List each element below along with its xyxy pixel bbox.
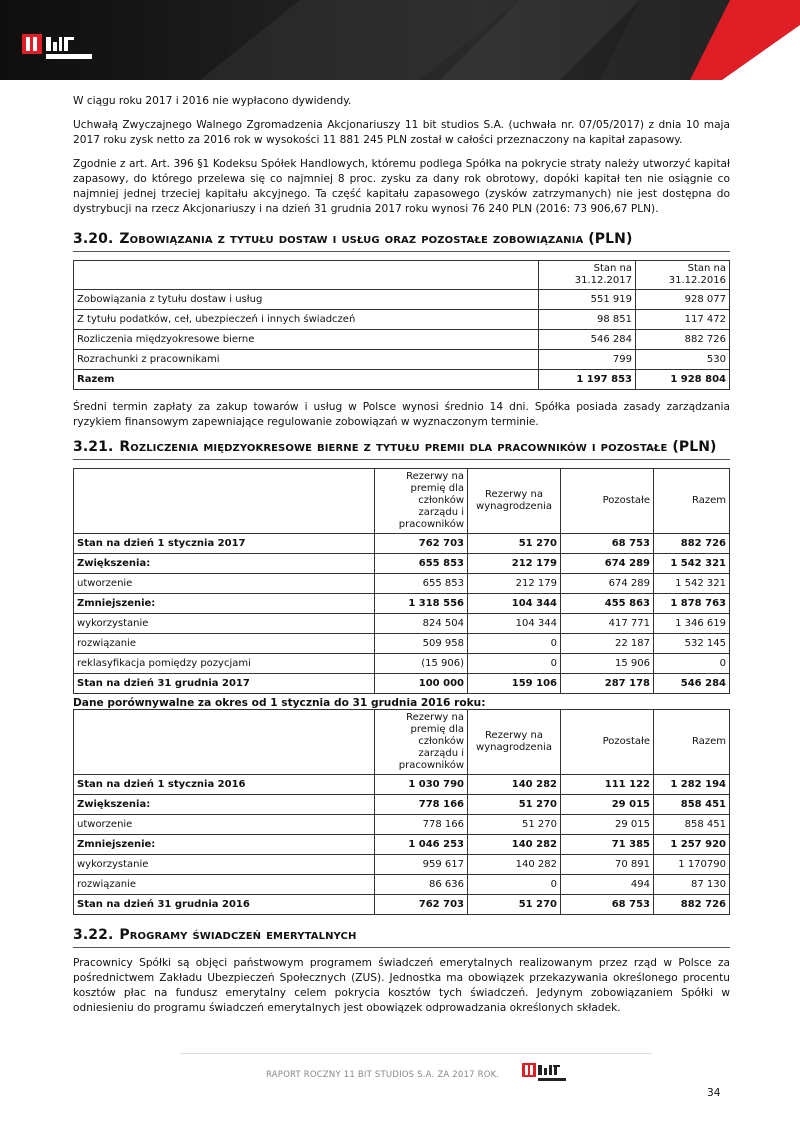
- header-cell: Rezerwy na premię dla członków zarządu i pracowników: [375, 469, 468, 534]
- page-number: 34: [707, 1087, 721, 1099]
- value-cell: 100 000: [375, 674, 468, 694]
- header-cell: Rezerwy na premię dla członków zarządu i pracowników: [375, 710, 468, 775]
- value-cell: 1 046 253: [375, 835, 468, 855]
- value-2017: 799: [539, 350, 636, 370]
- value-cell: 1 257 920: [654, 835, 730, 855]
- value-2016: 882 726: [636, 330, 730, 350]
- accruals-2016-table: [73, 709, 730, 915]
- accruals-2017-table: [73, 468, 730, 694]
- footer-report-title: RAPORT ROCZNY 11 BIT STUDIOS S.A. ZA 2017 ROK.: [266, 1070, 500, 1080]
- dividend-paragraph: W ciągu roku 2017 i 2016 nie wypłacono dywidendy.: [73, 95, 352, 107]
- header-empty-cell: [74, 261, 539, 290]
- logo-mark-icon: [22, 34, 102, 64]
- value-cell: 0: [654, 654, 730, 674]
- header-cell: Stan na 31.12.2016: [636, 261, 730, 290]
- value-cell: 70 891: [561, 855, 654, 875]
- row-label: Zobowiązania z tytułu dostaw i usług: [74, 290, 539, 310]
- value-2017: 546 284: [539, 330, 636, 350]
- header-empty-cell: [74, 710, 375, 775]
- section-title: Zobowiązania z tytułu dostaw i usług oraz pozostałe zobowiązania (PLN): [119, 231, 633, 247]
- table-row: [74, 350, 730, 370]
- value-cell: 68 753: [561, 534, 654, 554]
- table-row: [74, 554, 730, 574]
- value-cell: 1 030 790: [375, 775, 468, 795]
- header-empty-cell: [74, 469, 375, 534]
- header-cell: Razem: [654, 710, 730, 775]
- value-cell: (15 906): [375, 654, 468, 674]
- table-row: [74, 330, 730, 350]
- value-2017: 98 851: [539, 310, 636, 330]
- row-label: Stan na dzień 1 stycznia 2016: [74, 775, 375, 795]
- value-cell: 15 906: [561, 654, 654, 674]
- header-cell: Stan na 31.12.2017: [539, 261, 636, 290]
- value-cell: 51 270: [468, 795, 561, 815]
- value-cell: 104 344: [468, 614, 561, 634]
- footer-logo: [522, 1063, 570, 1089]
- table-row: [74, 634, 730, 654]
- value-cell: 140 282: [468, 835, 561, 855]
- value-cell: 86 636: [375, 875, 468, 895]
- value-2017: 1 197 853: [539, 370, 636, 390]
- reserve-capital-paragraph: Zgodnie z art. Art. 396 §1 Kodeksu Spółek Handlowych, któremu podlega Spółka na pokrycie straty należy utworzyć kapitał zapasowy, do którego przelewa się co najmniej 8 proc. zysku za dany rok obrotowy, dopóki kapitał ten nie osiągnie co najmniej jednej trzeciej kapitału akcyjnego. Ta część kapitału zapasowego (zysków zatrzymanych) nie jest dostępna do dystrybucji na rzecz Akcjonariuszy i na dzień 31 grudnia 2017 roku wynosi 76 240 PLN (2016: 73 906,67 PLN).: [73, 158, 730, 215]
- value-2016: 530: [636, 350, 730, 370]
- liabilities-table-body: [74, 290, 730, 390]
- value-cell: 858 451: [654, 815, 730, 835]
- section-number: 3.20.: [73, 231, 114, 247]
- value-cell: 22 187: [561, 634, 654, 654]
- value-cell: 655 853: [375, 554, 468, 574]
- section-3-22-heading: [73, 927, 730, 948]
- value-cell: 546 284: [654, 674, 730, 694]
- value-cell: 1 282 194: [654, 775, 730, 795]
- value-2016: 1 928 804: [636, 370, 730, 390]
- value-cell: 1 542 321: [654, 574, 730, 594]
- value-cell: 417 771: [561, 614, 654, 634]
- section-3-21-heading: [73, 439, 730, 460]
- value-cell: 509 958: [375, 634, 468, 654]
- section-number: 3.21.: [73, 439, 114, 455]
- value-cell: 882 726: [654, 895, 730, 915]
- value-cell: 674 289: [561, 554, 654, 574]
- row-label: wykorzystanie: [74, 614, 375, 634]
- accruals-2017-table-body: [74, 534, 730, 694]
- section-title: Rozliczenia międzyokresowe bierne z tytułu premii dla pracowników i pozostałe (PLN): [119, 439, 717, 455]
- table-row: [74, 875, 730, 895]
- row-label: Zmniejszenie:: [74, 594, 375, 614]
- row-label: Zmniejszenie:: [74, 835, 375, 855]
- value-cell: 51 270: [468, 895, 561, 915]
- value-cell: 212 179: [468, 554, 561, 574]
- table-header-row: [74, 469, 730, 534]
- value-cell: 858 451: [654, 795, 730, 815]
- table-header-row: [74, 261, 730, 290]
- header-cell: Pozostałe: [561, 710, 654, 775]
- table-row: [74, 895, 730, 915]
- value-cell: 674 289: [561, 574, 654, 594]
- row-label: Stan na dzień 31 grudnia 2016: [74, 895, 375, 915]
- table-row: [74, 310, 730, 330]
- comparative-data-subtitle: Dane porównywalne za okres od 1 stycznia do 31 grudnia 2016 roku:: [73, 697, 486, 709]
- section-number: 3.22.: [73, 927, 114, 943]
- value-cell: 655 853: [375, 574, 468, 594]
- row-label: Zwiększenia:: [74, 554, 375, 574]
- value-cell: 111 122: [561, 775, 654, 795]
- value-cell: 959 617: [375, 855, 468, 875]
- table-row: [74, 795, 730, 815]
- row-label: utworzenie: [74, 815, 375, 835]
- value-cell: 494: [561, 875, 654, 895]
- value-cell: 212 179: [468, 574, 561, 594]
- liabilities-table: [73, 260, 730, 390]
- row-label: Stan na dzień 31 grudnia 2017: [74, 674, 375, 694]
- value-cell: 882 726: [654, 534, 730, 554]
- row-label: Z tytułu podatków, ceł, ubezpieczeń i innych świadczeń: [74, 310, 539, 330]
- page-content: [73, 94, 730, 1025]
- row-label: rozwiązanie: [74, 634, 375, 654]
- value-cell: 51 270: [468, 534, 561, 554]
- row-label: Zwiększenia:: [74, 795, 375, 815]
- value-cell: 455 863: [561, 594, 654, 614]
- row-label: utworzenie: [74, 574, 375, 594]
- table-row: [74, 835, 730, 855]
- value-cell: 1 170790: [654, 855, 730, 875]
- value-cell: 29 015: [561, 795, 654, 815]
- table-row: [74, 674, 730, 694]
- table-row: [74, 574, 730, 594]
- value-cell: 778 166: [375, 795, 468, 815]
- table-row: [74, 775, 730, 795]
- value-cell: 287 178: [561, 674, 654, 694]
- value-cell: 778 166: [375, 815, 468, 835]
- table-header-row: [74, 710, 730, 775]
- value-cell: 0: [468, 875, 561, 895]
- table-row: [74, 815, 730, 835]
- row-label: reklasyfikacja pomiędzy pozycjami: [74, 654, 375, 674]
- value-cell: 1 878 763: [654, 594, 730, 614]
- row-label: Rozrachunki z pracownikami: [74, 350, 539, 370]
- row-label: wykorzystanie: [74, 855, 375, 875]
- value-cell: 29 015: [561, 815, 654, 835]
- value-cell: 1 346 619: [654, 614, 730, 634]
- value-cell: 532 145: [654, 634, 730, 654]
- header-cell: Rezerwy na wynagrodzenia: [468, 469, 561, 534]
- value-2017: 551 919: [539, 290, 636, 310]
- footer-logo-icon: [522, 1063, 570, 1085]
- table-row: [74, 594, 730, 614]
- value-cell: 0: [468, 654, 561, 674]
- header-cell: Razem: [654, 469, 730, 534]
- table-row: [74, 855, 730, 875]
- footer-divider: [180, 1053, 652, 1054]
- value-cell: 1 318 556: [375, 594, 468, 614]
- accruals-2016-table-body: [74, 775, 730, 915]
- table-row: [74, 654, 730, 674]
- resolution-paragraph: Uchwałą Zwyczajnego Walnego Zgromadzenia Akcjonariuszy 11 bit studios S.A. (uchwała nr. 07/05/2017) z dnia 10 maja 2017 roku zysk netto za 2016 rok w wysokości 11 881 245 PLN został w całości przeznaczony na kapitał zapasowy.: [73, 119, 730, 146]
- value-cell: 762 703: [375, 895, 468, 915]
- table-row: [74, 534, 730, 554]
- section-title: Programy świadczeń emerytalnych: [119, 927, 357, 943]
- value-2016: 928 077: [636, 290, 730, 310]
- value-cell: 140 282: [468, 775, 561, 795]
- value-cell: 762 703: [375, 534, 468, 554]
- table-row: [74, 290, 730, 310]
- value-cell: 87 130: [654, 875, 730, 895]
- pension-paragraph: Pracownicy Spółki są objęci państwowym programem świadczeń emerytalnych realizowanym przez rząd w Polsce za pośrednictwem Zakładu Ubezpieczeń Społecznych (ZUS). Jednostka ma obowiązek przekazywania określonego procentu kosztów płac na fundusz emerytalny celem pokrycia kosztów tych świadczeń. Jedynym zobowiązaniem Spółki w odniesieniu do programu świadczeń emerytalnych jest obowiązek odprowadzania określonych składek.: [73, 957, 730, 1014]
- value-2016: 117 472: [636, 310, 730, 330]
- page-header: [0, 0, 800, 80]
- header-cell: Rezerwy na wynagrodzenia: [468, 710, 561, 775]
- value-cell: 51 270: [468, 815, 561, 835]
- header-cell: Pozostałe: [561, 469, 654, 534]
- row-label: Stan na dzień 1 stycznia 2017: [74, 534, 375, 554]
- value-cell: 159 106: [468, 674, 561, 694]
- value-cell: 1 542 321: [654, 554, 730, 574]
- value-cell: 0: [468, 634, 561, 654]
- row-label: Razem: [74, 370, 539, 390]
- value-cell: 824 504: [375, 614, 468, 634]
- value-cell: 104 344: [468, 594, 561, 614]
- header-banner-graphic: [0, 0, 800, 80]
- value-cell: 140 282: [468, 855, 561, 875]
- payment-terms-paragraph: Średni termin zapłaty za zakup towarów i usług w Polsce wynosi średnio 14 dni. Spółka posiada zasady zarządzania ryzykiem finansowym zapewniające regulowanie zobowiązań w wyznaczonym terminie.: [73, 401, 730, 428]
- row-label: Rozliczenia międzyokresowe bierne: [74, 330, 539, 350]
- table-row: [74, 370, 730, 390]
- section-3-20-heading: [73, 231, 730, 252]
- row-label: rozwiązanie: [74, 875, 375, 895]
- value-cell: 68 753: [561, 895, 654, 915]
- table-row: [74, 614, 730, 634]
- company-logo: [22, 34, 102, 68]
- value-cell: 71 385: [561, 835, 654, 855]
